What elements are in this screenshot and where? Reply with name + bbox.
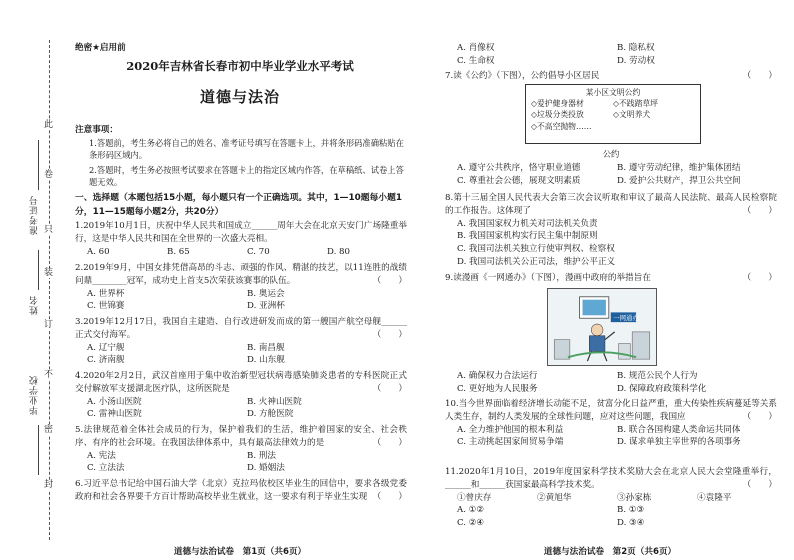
question-11 [445, 466, 777, 530]
answer-paren: （ ） [742, 479, 777, 490]
option: D. ③④ [617, 518, 645, 529]
option: C. 生命权 [457, 55, 495, 66]
option: A. 我国国家权力机关对司法机关负责 [457, 218, 598, 229]
question-text: 10.当今世界面临着经济增长动能不足，贫富分化日益严重，重大传染性疾病蔓延等关系人类生存，制约人类发展的全球性问题，应对这些问题，我国应 [445, 399, 777, 422]
option: A. 辽宁舰 [87, 342, 125, 353]
option: C. 我国司法机关独立行使审判权、检察权 [457, 244, 615, 255]
exam-title: 2020年吉林省长春市初中毕业学业水平考试 [126, 59, 354, 73]
option: D. 我国司法机关公正司法，维护公平正义 [457, 256, 616, 267]
question-10 [445, 398, 777, 449]
seal-char: 封 [44, 480, 54, 490]
question-6 [75, 478, 407, 504]
field-name: 姓名 [30, 295, 40, 315]
choice-item: ②黄旭华 [537, 492, 572, 503]
option: C. 济南舰 [87, 355, 125, 366]
question-text: 6.习近平总书记给中国石油大学（北京）克拉玛依校区毕业生的回信中，要求各级党委政府和社会各界要千方百计帮助高校毕业生就业，这一要求有利于毕业生实现 [75, 479, 407, 502]
question-text: 11.2020年1月10日，2019年度国家科学技术奖励大会在北京人民大会堂隆重举行，______和______获国家最高科学技术奖。 [445, 467, 777, 490]
binding-strip [0, 0, 72, 560]
field-school-line [38, 425, 39, 475]
answer-paren: （ ） [742, 273, 777, 283]
option: D. 爱护公共财产，捍卫公共空间 [617, 175, 741, 186]
question-6-options [445, 42, 777, 68]
question-9-options [445, 370, 777, 396]
question-text: 3.2019年12月17日，我国自主建造、自行改进研发而成的第一艘国产航空母舰______正式交付海军。 [75, 317, 407, 340]
question-7-options [445, 162, 777, 188]
secret-mark: 绝密★启用前 [75, 43, 126, 53]
question-text: 4.2020年2月2日，武汉首座用于集中收治新型冠状病毒感染肺炎患者的专科医院正式交付解放军支援湖北医疗队，这所医院是 [75, 371, 407, 394]
option: D. 亚洲杯 [247, 301, 285, 312]
page-1 [75, 0, 405, 560]
seal-char: 订 [44, 320, 54, 330]
question-3 [75, 316, 407, 367]
option: A. 宪法 [87, 450, 116, 461]
option: C. ②④ [457, 518, 485, 529]
option: D. 80 [327, 246, 350, 257]
answer-paren: （ ） [372, 383, 407, 394]
convention-caption: 公约 [602, 149, 620, 159]
option: A. 世界杯 [87, 288, 125, 299]
answer-paren: （ ） [372, 437, 407, 448]
answer-paren: （ ） [742, 71, 777, 81]
option: B. 规范公民个人行为 [617, 371, 698, 381]
field-exam-id-line [38, 140, 39, 190]
page-footer: 道德与法治试卷 第2页（共6页） [543, 547, 677, 557]
option: D. 婚姻法 [247, 463, 285, 474]
option: C. 主动挑起国家间贸易争端 [457, 437, 564, 448]
question-text: 8.第十三届全国人民代表大会第三次会议听取和审议了最高人民法院、最高人民检察院的工作报告。这体现了 [445, 193, 777, 216]
notes-heading: 注意事项： [75, 125, 118, 135]
question-text: 2.2019年9月，中国女排凭借高昂的斗志、顽强的作风、精湛的技艺，以11连胜的战绩问鼎________冠军，成功史上首支5次荣获该赛事的队伍。 [75, 263, 407, 286]
page-footer: 道德与法治试卷 第1页（共6页） [173, 547, 307, 557]
question-2 [75, 262, 407, 313]
question-7 [445, 70, 777, 83]
answer-paren: （ ） [372, 329, 407, 340]
question-text: 9.读漫画《一网通办》（下图），漫画中政府的举措旨在 [445, 273, 651, 283]
option: B. 我国国家机构实行民主集中制原则 [457, 231, 598, 242]
seal-line [49, 40, 50, 540]
option: C. 雷神山医院 [87, 409, 142, 420]
question-9 [445, 272, 777, 285]
option: B. 隐私权 [617, 43, 655, 53]
section-heading: 一、选择题（本题包括15小题，每小题只有一个正确选项。其中，1—10题每小题1分，11—15题每小题2分，共20分） [75, 193, 403, 217]
option: B. ①③ [617, 505, 645, 516]
seal-char: 密 [44, 425, 54, 435]
seal-char: 此 [44, 120, 54, 130]
option: B. 遵守劳动纪律，维护集体团结 [617, 163, 741, 173]
option: A. ①② [457, 505, 485, 516]
subject-title: 道德与法治 [199, 88, 280, 106]
note-1: 1.答题前，考生务必将自己的姓名、准考证号填写在答题卡上，并将条形码准确粘贴在条形码区域内。 [89, 138, 404, 161]
option: B. 火神山医院 [247, 396, 302, 407]
option: B. 65 [167, 246, 190, 257]
cartoon-drawing [548, 289, 656, 365]
convention-box [525, 84, 701, 144]
seal-char: 装 [44, 268, 54, 278]
cartoon-image [547, 288, 657, 366]
answer-paren: （ ） [372, 491, 407, 502]
convention-item: ◇文明养犬 [613, 110, 651, 120]
question-5 [75, 424, 407, 475]
seal-char: 只 [44, 225, 54, 235]
page-2 [445, 0, 775, 560]
seal-char: 卷 [44, 170, 54, 180]
option: B. 奥运会 [247, 288, 285, 299]
convention-item: ◇垃圾分类投放 [531, 110, 584, 120]
convention-item: ◇不践踏草坪 [613, 99, 658, 109]
question-1 [75, 220, 407, 258]
choice-item: ①曾庆存 [457, 492, 492, 503]
cartoon-caption: 一网通办 [613, 314, 639, 322]
option: C. 更好地为人民服务 [457, 383, 538, 394]
question-text: 1.2019年10月1日，庆祝中华人民共和国成立______周年大会在北京天安门广场隆重举行，这是中华人民共和国在全世界的一次盛大亮相。 [75, 221, 407, 244]
option: B. 南昌舰 [247, 342, 285, 353]
choice-item: ③孙家栋 [617, 492, 652, 503]
question-text: 5.法律规范着全体社会成员的行为，保护着我们的生活，维护着国家的安全、社会秩序、有序的社会环境。在我国法律体系中，具有最高法律效力的是 [75, 425, 407, 448]
note-2: 2.答题时，考生务必按照考试要求在答题卡上的指定区域内作答，在草稿纸、试卷上答题无效。 [89, 165, 404, 188]
question-4 [75, 370, 407, 421]
option: C. 世锦赛 [87, 301, 125, 312]
option: A. 遵守公共秩序，恪守职业道德 [457, 163, 581, 173]
option: C. 70 [247, 246, 270, 257]
option: D. 谋求单独主宰世界的各项事务 [617, 437, 741, 448]
option: C. 立法法 [87, 463, 125, 474]
field-name-line [38, 250, 39, 290]
convention-item: ◇不高空抛物…… [531, 121, 592, 131]
option: A. 全力维护他国的根本利益 [457, 424, 564, 435]
answer-paren: （ ） [742, 205, 777, 216]
field-school: 毕业学校 [30, 375, 40, 415]
convention-item: ◇爱护健身器材 [531, 99, 584, 109]
choice-item: ④袁隆平 [697, 492, 732, 503]
option: C. 尊重社会公德，展现文明素质 [457, 175, 581, 186]
field-exam-id: 准考证号 [30, 195, 40, 235]
option: B. 联合各国构建人类命运共同体 [617, 424, 741, 435]
answer-paren: （ ） [372, 275, 407, 286]
option: A. 肖像权 [457, 43, 495, 53]
option: D. 方舱医院 [247, 409, 294, 420]
convention-title: 某小区文明公约 [585, 88, 641, 97]
question-8 [445, 192, 777, 269]
option: A. 60 [87, 246, 110, 257]
option: D. 劳动权 [617, 55, 655, 66]
option: D. 保障政府政策科学化 [617, 383, 707, 394]
option: A. 小汤山医院 [87, 396, 142, 407]
option: D. 山东舰 [247, 355, 285, 366]
option: B. 刑法 [247, 450, 276, 461]
option: A. 确保权力合法运行 [457, 371, 538, 381]
question-text: 7.读《公约》（下图），公约倡导小区居民 [445, 71, 600, 81]
answer-paren: （ ） [742, 411, 777, 422]
seal-char: 不 [44, 370, 54, 380]
